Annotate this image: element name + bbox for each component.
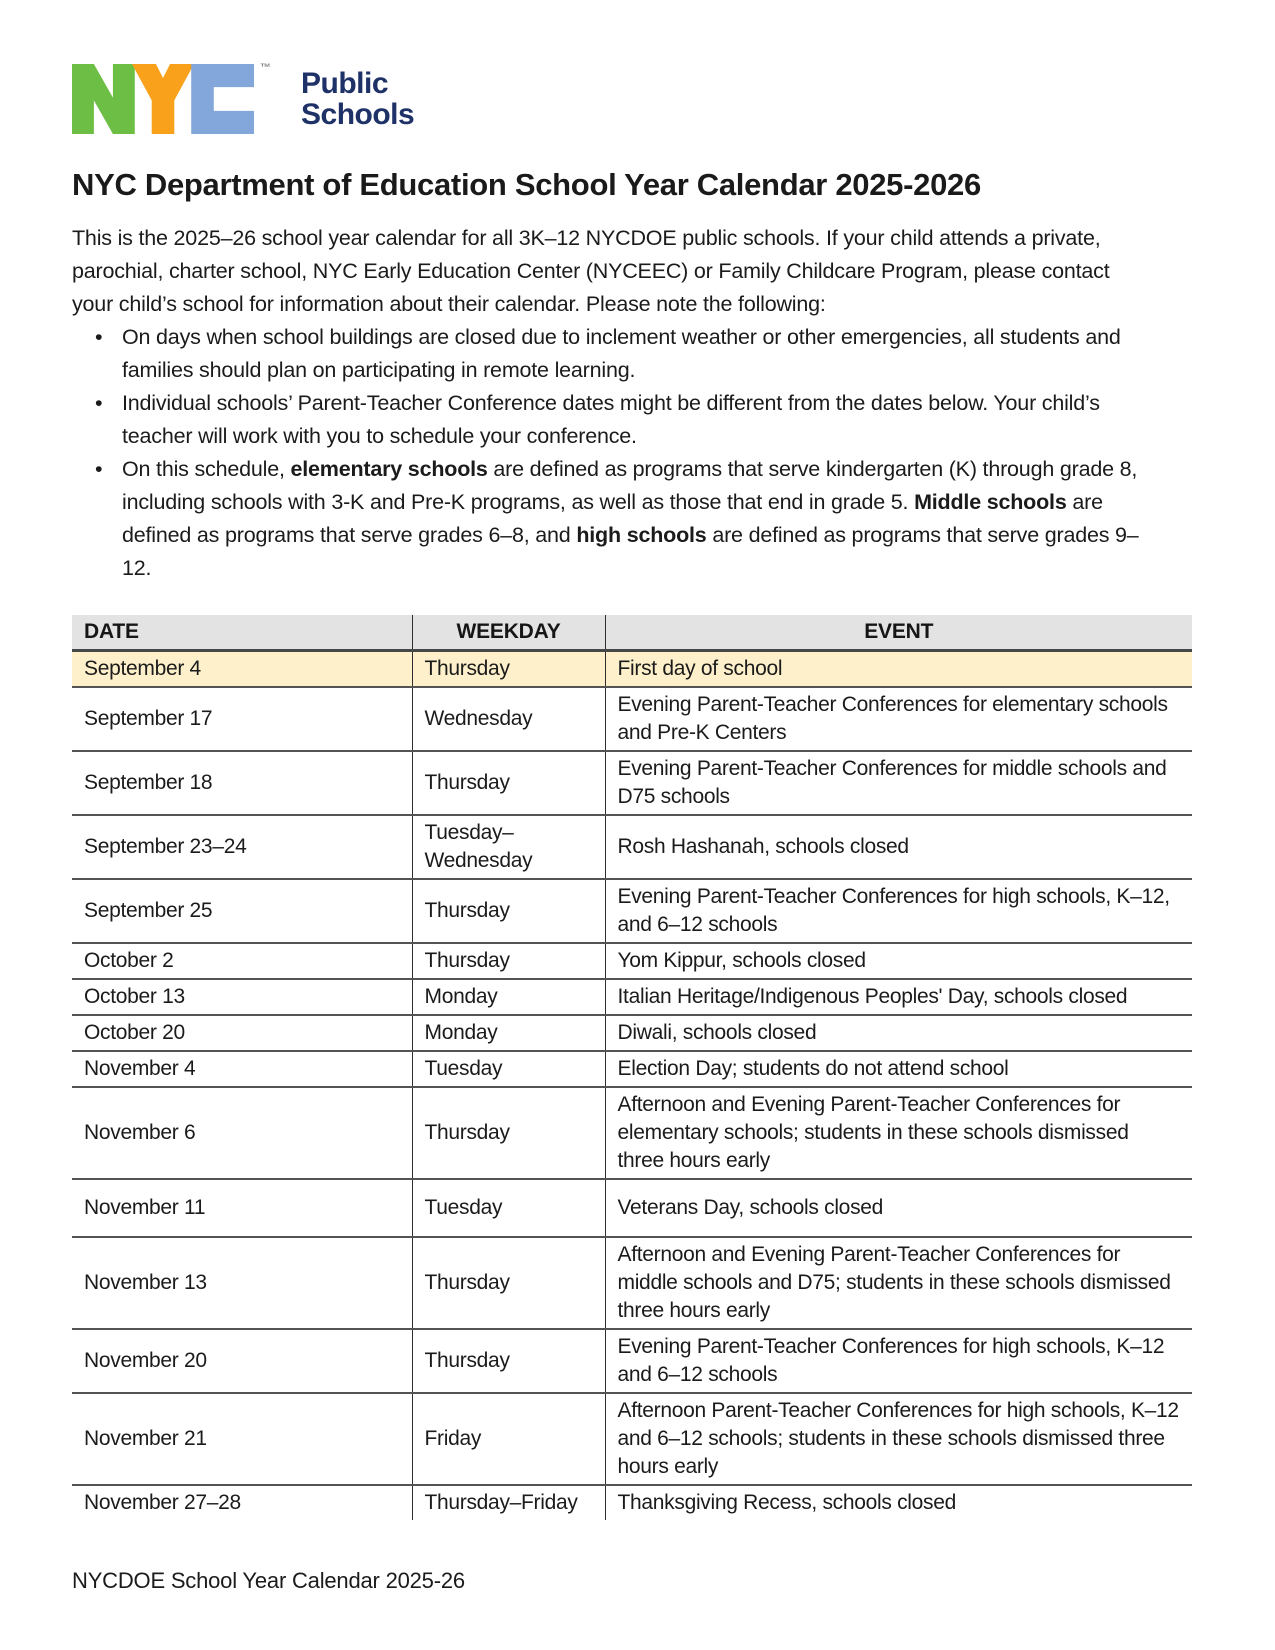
cell-event: Rosh Hashanah, schools closed — [605, 815, 1192, 879]
cell-date: November 6 — [72, 1087, 412, 1179]
cell-date: September 4 — [72, 651, 412, 688]
cell-date: October 13 — [72, 979, 412, 1015]
page-title: NYC Department of Education School Year Calendar 2025-2026 — [72, 167, 981, 202]
cell-weekday: Thursday — [412, 1087, 605, 1179]
note-bold-text: Middle schools — [914, 490, 1067, 514]
cell-event: Evening Parent-Teacher Conferences for elementary schools and Pre-K Centers — [605, 687, 1192, 751]
cell-weekday: Thursday — [412, 943, 605, 979]
note-text: Individual schools’ Parent-Teacher Conference dates might be different from the dates below. Your child’s teacher will work with you to schedule your conference. — [122, 391, 1100, 448]
calendar-row — [72, 687, 1192, 751]
cell-weekday: Tuesday — [412, 1051, 605, 1087]
cell-weekday: Tuesday — [412, 1179, 605, 1237]
cell-event: Italian Heritage/Indigenous Peoples' Day, schools closed — [605, 979, 1192, 1015]
note-bold-text: elementary schools — [290, 457, 488, 481]
cell-event: Afternoon and Evening Parent-Teacher Conferences for elementary schools; students in these schools dismissed three hours early — [605, 1087, 1192, 1179]
cell-event: Evening Parent-Teacher Conferences for middle schools and D75 schools — [605, 751, 1192, 815]
cell-weekday: Friday — [412, 1393, 605, 1485]
calendar-table — [72, 615, 1192, 1520]
cell-weekday: Monday — [412, 1015, 605, 1051]
note-text: On days when school buildings are closed due to inclement weather or other emergencies, all students and families should plan on participating in remote learning. — [122, 325, 1121, 382]
logo-letter-n — [72, 64, 135, 134]
column-header-date: DATE — [72, 615, 412, 651]
cell-event: Afternoon and Evening Parent-Teacher Conferences for middle schools and D75; students in these schools dismissed three hours early — [605, 1237, 1192, 1329]
nyc-public-schools-logo — [72, 64, 1191, 138]
note-text: are defined as programs that serve grades 9–12. — [122, 523, 1139, 580]
cell-date: November 20 — [72, 1329, 412, 1393]
calendar-row — [72, 1179, 1192, 1237]
cell-event: Afternoon Parent-Teacher Conferences for high schools, K–12 and 6–12 schools; students in these schools dismissed three hours early — [605, 1393, 1192, 1485]
cell-date: November 4 — [72, 1051, 412, 1087]
column-header-event: EVENT — [605, 615, 1192, 651]
cell-event: Evening Parent-Teacher Conferences for high schools, K–12, and 6–12 schools — [605, 879, 1192, 943]
note-text: On this schedule, — [122, 457, 291, 481]
cell-date: September 18 — [72, 751, 412, 815]
calendar-row — [72, 1015, 1192, 1051]
cell-event: Evening Parent-Teacher Conferences for high schools, K–12 and 6–12 schools — [605, 1329, 1192, 1393]
cell-date: November 11 — [72, 1179, 412, 1237]
cell-date: October 20 — [72, 1015, 412, 1051]
logo-wordmark-line1: Public — [301, 67, 389, 100]
logo-wordmark — [301, 64, 414, 130]
page-footer: NYCDOE School Year Calendar 2025-26 — [72, 1568, 465, 1593]
cell-weekday: Thursday — [412, 651, 605, 688]
trademark-symbol: ™ — [260, 62, 271, 74]
cell-weekday: Thursday — [412, 1329, 605, 1393]
note-bullet — [122, 321, 1162, 387]
cell-weekday: Monday — [412, 979, 605, 1015]
cell-weekday: Wednesday — [412, 687, 605, 751]
cell-weekday: Thursday — [412, 1237, 605, 1329]
cell-date: September 23–24 — [72, 815, 412, 879]
calendar-row — [72, 815, 1192, 879]
cell-date: November 21 — [72, 1393, 412, 1485]
calendar-row — [72, 943, 1192, 979]
cell-event: Veterans Day, schools closed — [605, 1179, 1192, 1237]
calendar-table-body — [72, 651, 1192, 1521]
cell-date: November 27–28 — [72, 1485, 412, 1520]
note-bullet — [122, 387, 1162, 453]
cell-event: Election Day; students do not attend school — [605, 1051, 1192, 1087]
cell-event: Diwali, schools closed — [605, 1015, 1192, 1051]
cell-weekday: Thursday–Friday — [412, 1485, 605, 1520]
calendar-row — [72, 1051, 1192, 1087]
cell-weekday: Thursday — [412, 879, 605, 943]
cell-event: Yom Kippur, schools closed — [605, 943, 1192, 979]
nyc-logo-icon — [72, 64, 254, 134]
note-bold-text: high schools — [576, 523, 707, 547]
column-header-weekday: WEEKDAY — [412, 615, 605, 651]
logo-wordmark-line2: Schools — [301, 98, 415, 131]
cell-date: October 2 — [72, 943, 412, 979]
calendar-table-header — [72, 615, 1192, 651]
calendar-row — [72, 979, 1192, 1015]
logo-letter-y — [132, 64, 194, 134]
cell-event: Thanksgiving Recess, schools closed — [605, 1485, 1192, 1520]
calendar-row — [72, 1393, 1192, 1485]
calendar-row — [72, 1485, 1192, 1520]
header-row — [72, 615, 1192, 651]
calendar-row — [72, 879, 1192, 943]
cell-date: September 25 — [72, 879, 412, 943]
calendar-row — [72, 1237, 1192, 1329]
intro-paragraph: This is the 2025–26 school year calendar for all 3K–12 NYCDOE public schools. If your child attends a private, parochial, charter school, NYC Early Education Center (NYCEEC) or Family Childcare Program, please contact your child’s school for information about their calendar. Please note the following: — [72, 226, 1110, 316]
calendar-row — [72, 751, 1192, 815]
note-text: are defined as programs that serve kindergarten (K) through grade 8, including schools with 3-K and Pre-K programs, as well as those that end in grade 5. — [122, 457, 1138, 514]
note-bullet — [122, 453, 1162, 585]
calendar-row — [72, 1087, 1192, 1179]
logo-letter-c — [191, 64, 254, 134]
cell-weekday: Tuesday–Wednesday — [412, 815, 605, 879]
cell-date: November 13 — [72, 1237, 412, 1329]
cell-event: First day of school — [605, 651, 1192, 688]
note-text: are defined as programs that serve grades 6–8, and — [122, 490, 1103, 547]
notes-list — [72, 321, 1162, 585]
cell-date: September 17 — [72, 687, 412, 751]
calendar-row — [72, 651, 1192, 688]
calendar-row — [72, 1329, 1192, 1393]
cell-weekday: Thursday — [412, 751, 605, 815]
